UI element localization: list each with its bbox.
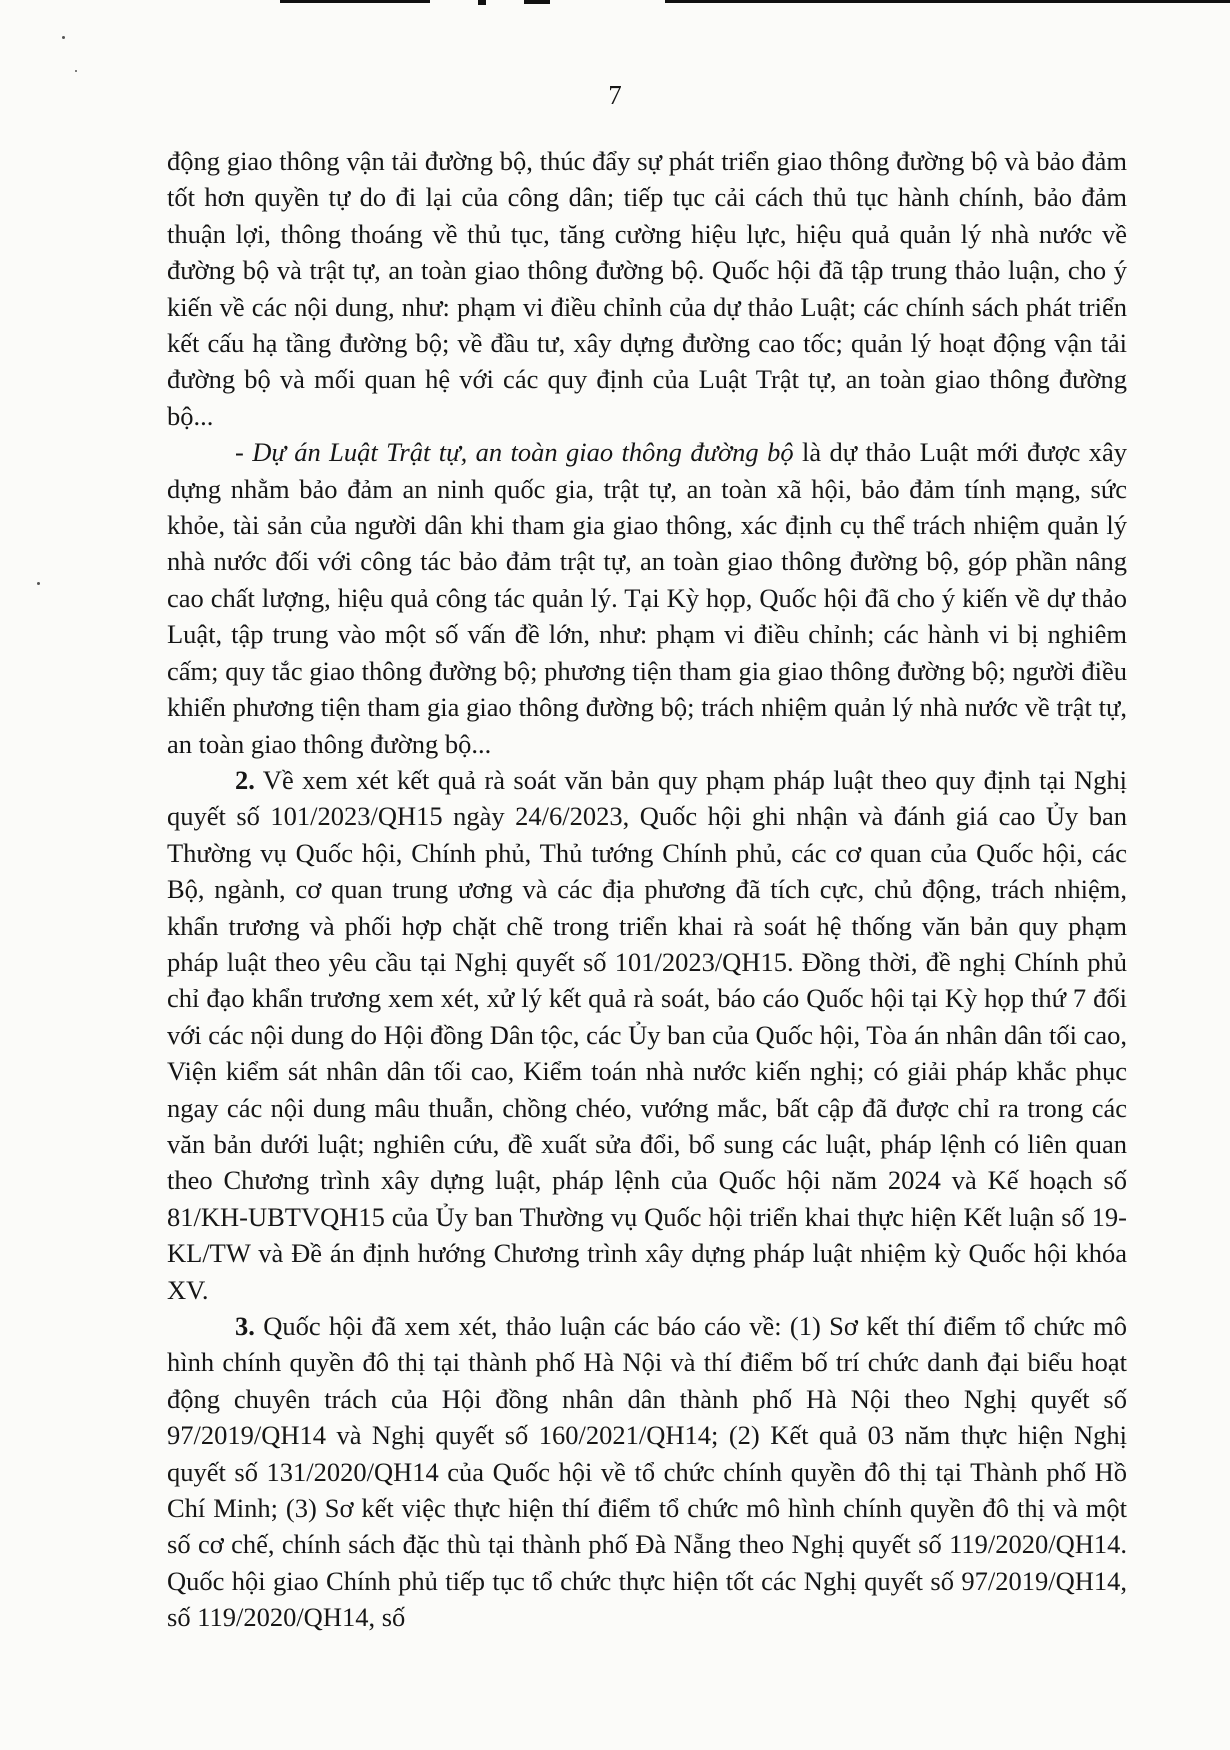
scan-edge-mark bbox=[665, 0, 1230, 3]
traffic-safety-law-lead: - Dự án Luật Trật tự, an toàn giao thông đường bộ bbox=[235, 437, 794, 468]
document-body bbox=[167, 143, 1127, 1636]
section-3-body: Quốc hội đã xem xét, thảo luận các báo cáo về: (1) Sơ kết thí điểm tổ chức mô hình chính quyền đô thị tại thành phố Hà Nội và thí điểm bố trí chức danh đại biểu hoạt động chuyên trách của Hội đồng nhân dân thành phố Hà Nội theo Nghị quyết số 97/2019/QH14 và Nghị quyết số 160/2021/QH14; (2) Kết quả 03 năm thực hiện Nghị quyết số 131/2020/QH14 của Quốc hội về tổ chức chính quyền đô thị tại Thành phố Hồ Chí Minh; (3) Sơ kết việc thực hiện thí điểm tổ chức mô hình chính quyền đô thị và một số cơ chế, chính sách đặc thù tại thành phố Đà Nẵng theo Nghị quyết số 119/2020/QH14. Quốc hội giao Chính phủ tiếp tục tổ chức thực hiện tốt các Nghị quyết số 97/2019/QH14, số 119/2020/QH14, số bbox=[167, 1311, 1127, 1633]
section-2-body: Về xem xét kết quả rà soát văn bản quy phạm pháp luật theo quy định tại Nghị quyết số 101/2023/QH15 ngày 24/6/2023, Quốc hội ghi nhận và đánh giá cao Ủy ban Thường vụ Quốc hội, Chính phủ, Thủ tướng Chính phủ, các cơ quan của Quốc hội, các Bộ, ngành, cơ quan trung ương và các địa phương đã tích cực, chủ động, trách nhiệm, khẩn trương và phối hợp chặt chẽ trong triển khai rà soát hệ thống văn bản quy phạm pháp luật theo yêu cầu tại Nghị quyết số 101/2023/QH15. Đồng thời, đề nghị Chính phủ chỉ đạo khẩn trương xem xét, xử lý kết quả rà soát, báo cáo Quốc hội tại Kỳ họp thứ 7 đối với các nội dung do Hội đồng Dân tộc, các Ủy ban của Quốc hội, Tòa án nhân dân tối cao, Viện kiểm sát nhân dân tối cao, Kiểm toán nhà nước kiến nghị; có giải pháp khắc phục ngay các nội dung mâu thuẫn, chồng chéo, vướng mắc, bất cập đã được chỉ ra trong các văn bản dưới luật; nghiên cứu, đề xuất sửa đổi, bổ sung các luật, pháp lệnh có liên quan theo Chương trình xây dựng luật, pháp lệnh của Quốc hội năm 2024 và Kế hoạch số 81/KH-UBTVQH15 của Ủy ban Thường vụ Quốc hội triển khai thực hiện Kết luận số 19-KL/TW và Đề án định hướng Chương trình xây dựng pháp luật nhiệm kỳ Quốc hội khóa XV. bbox=[167, 764, 1127, 1305]
paragraph-section-2 bbox=[167, 762, 1127, 1308]
paragraph-road-law-continuation: động giao thông vận tải đường bộ, thúc đẩy sự phát triển giao thông đường bộ và bảo đảm tốt hơn quyền tự do đi lại của công dân; tiếp tục cải cách thủ tục hành chính, bảo đảm thuận lợi, thông thoáng về thủ tục, tăng cường hiệu lực, hiệu quả quản lý nhà nước về đường bộ và trật tự, an toàn giao thông đường bộ. Quốc hội đã tập trung thảo luận, cho ý kiến về các nội dung, như: phạm vi điều chỉnh của dự thảo Luật; các chính sách phát triển kết cấu hạ tầng đường bộ; về đầu tư, xây dựng đường cao tốc; quản lý hoạt động vận tải đường bộ và mối quan hệ với các quy định của Luật Trật tự, an toàn giao thông đường bộ... bbox=[167, 146, 1127, 431]
traffic-safety-law-body: là dự thảo Luật mới được xây dựng nhằm bảo đảm an ninh quốc gia, trật tự, an toàn xã hội, bảo đảm tính mạng, sức khỏe, tài sản của người dân khi tham gia giao thông, xác định cụ thể trách nhiệm quản lý nhà nước đối với công tác bảo đảm trật tự, an toàn giao thông đường bộ, góp phần nâng cao chất lượng, hiệu quả công tác quản lý. Tại Kỳ họp, Quốc hội đã cho ý kiến về dự thảo Luật, tập trung vào một số vấn đề lớn, như: phạm vi điều chỉnh; các hành vi bị nghiêm cấm; quy tắc giao thông đường bộ; phương tiện tham gia giao thông đường bộ; người điều khiển phương tiện tham gia giao thông đường bộ; trách nhiệm quản lý nhà nước về trật tự, an toàn giao thông đường bộ... bbox=[167, 437, 1128, 759]
scan-edge-mark bbox=[478, 0, 486, 5]
paragraph-section-3 bbox=[167, 1308, 1127, 1636]
scan-edge-mark bbox=[280, 0, 430, 3]
section-2-number: 2. bbox=[235, 764, 255, 795]
scan-edge-mark bbox=[524, 0, 550, 4]
scan-speck bbox=[75, 70, 77, 72]
page-number: 7 bbox=[608, 80, 622, 110]
section-3-number: 3. bbox=[235, 1311, 255, 1341]
scan-speck bbox=[62, 36, 65, 39]
scan-speck bbox=[37, 582, 40, 585]
paragraph-traffic-safety-law bbox=[167, 434, 1127, 762]
